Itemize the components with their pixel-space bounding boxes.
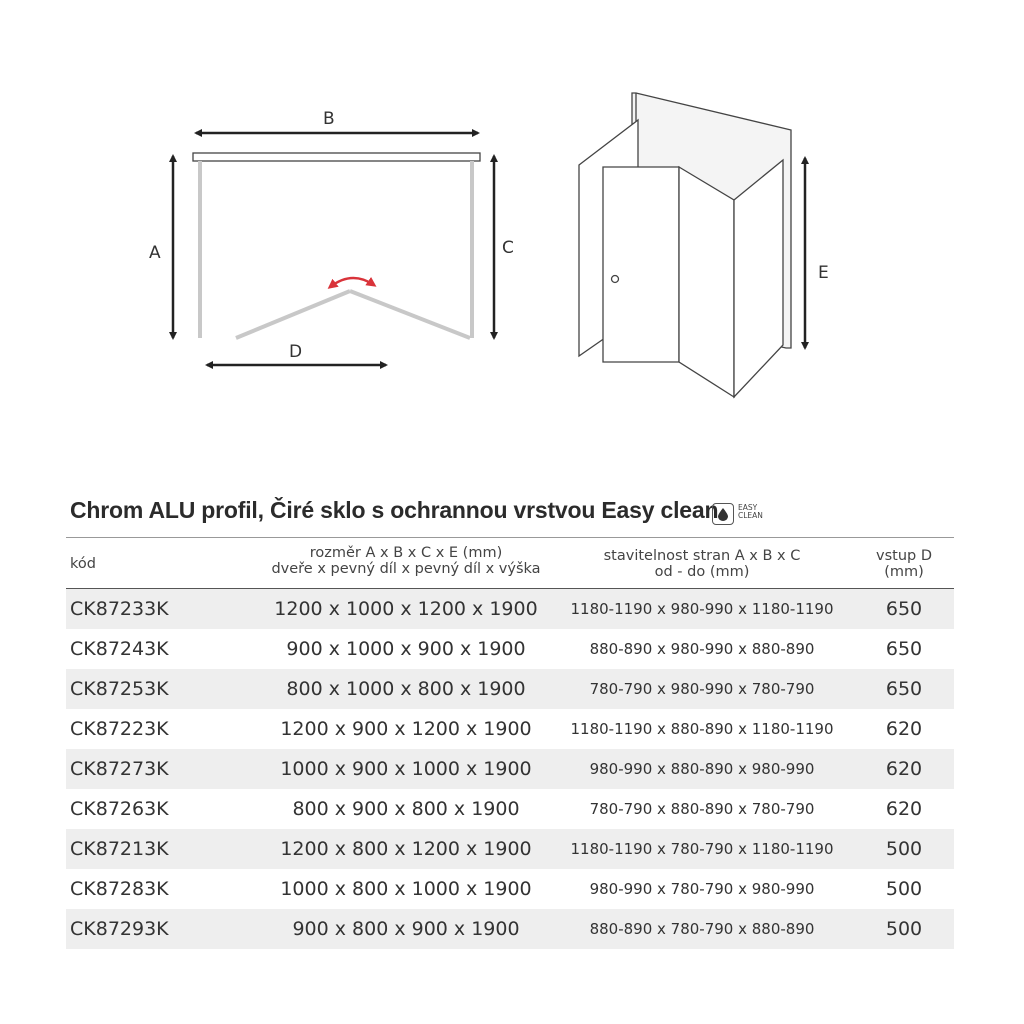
table-row (66, 629, 954, 669)
easy-clean-text: EASY CLEAN (738, 503, 763, 520)
page-title: Chrom ALU profil, Čiré sklo s ochrannou vrstvou Easy clean (70, 497, 719, 523)
table-row (66, 869, 954, 909)
label-a: A (149, 243, 161, 263)
header-d-line2: (mm) (884, 564, 924, 580)
table-row (66, 829, 954, 869)
cell-entry-d: 620 (885, 718, 923, 740)
cell-code: CK87243K (70, 638, 169, 660)
label-e: E (818, 263, 829, 283)
label-d: D (289, 342, 303, 362)
cell-adjustability: 1180-1190 x 880-890 x 1180-1190 (570, 720, 834, 738)
cell-adjustability: 980-990 x 880-890 x 980-990 (589, 760, 815, 778)
door-panel (603, 167, 679, 362)
cell-size: 1200 x 900 x 1200 x 1900 (280, 718, 532, 740)
door-left-leaf (236, 291, 350, 338)
table-row (66, 589, 954, 629)
header-adj-line2: od - do (mm) (654, 564, 750, 580)
cell-size: 1200 x 800 x 1200 x 1900 (280, 838, 532, 860)
label-c: C (502, 238, 514, 258)
easy-clean-badge (712, 503, 734, 525)
cell-size: 800 x 900 x 800 x 1900 (292, 798, 520, 820)
cell-entry-d: 650 (885, 638, 923, 660)
door-right-leaf (350, 291, 470, 338)
table-row (66, 749, 954, 789)
cell-size: 800 x 1000 x 800 x 1900 (286, 678, 526, 700)
cell-entry-d: 650 (885, 678, 923, 700)
table-row (66, 789, 954, 829)
cell-entry-d: 500 (885, 878, 923, 900)
table-row (66, 909, 954, 949)
header-size-line2: dveře x pevný díl x pevný díl x výška (271, 561, 541, 577)
cell-adjustability: 1180-1190 x 980-990 x 1180-1190 (570, 600, 834, 618)
cell-adjustability: 880-890 x 980-990 x 880-890 (589, 640, 815, 658)
header-size-line1: rozměr A x B x C x E (mm) (309, 545, 503, 561)
header-d-line1: vstup D (876, 548, 932, 564)
cell-adjustability: 980-990 x 780-790 x 980-990 (589, 880, 815, 898)
cell-adjustability: 780-790 x 880-890 x 780-790 (589, 800, 815, 818)
cell-code: CK87273K (70, 758, 169, 780)
product-table (66, 537, 954, 949)
door-handle (612, 276, 619, 283)
water-drop-icon (718, 508, 728, 521)
cell-code: CK87283K (70, 878, 169, 900)
cell-size: 1200 x 1000 x 1200 x 1900 (274, 598, 538, 620)
plan-view (149, 109, 514, 365)
cell-size: 900 x 1000 x 900 x 1900 (286, 638, 526, 660)
cell-entry-d: 620 (885, 798, 923, 820)
cell-entry-d: 500 (885, 838, 923, 860)
perspective-view (579, 93, 805, 397)
cell-adjustability: 1180-1190 x 780-790 x 1180-1190 (570, 840, 834, 858)
header-code: kód (70, 556, 96, 572)
header-adj-line1: stavitelnost stran A x B x C (603, 548, 801, 564)
cell-adjustability: 780-790 x 980-990 x 780-790 (589, 680, 815, 698)
table-row (66, 709, 954, 749)
cell-code: CK87263K (70, 798, 169, 820)
cell-size: 1000 x 900 x 1000 x 1900 (280, 758, 532, 780)
swing-arrow (330, 278, 374, 287)
label-b: B (323, 109, 335, 129)
cell-size: 900 x 800 x 900 x 1900 (292, 918, 520, 940)
table-header (66, 537, 954, 589)
cell-size: 1000 x 800 x 1000 x 1900 (280, 878, 532, 900)
cell-adjustability: 880-890 x 780-790 x 880-890 (589, 920, 815, 938)
cell-code: CK87233K (70, 598, 169, 620)
folding-panel (679, 167, 734, 397)
dimension-diagram (0, 0, 1024, 460)
cell-code: CK87253K (70, 678, 169, 700)
cell-entry-d: 650 (885, 598, 923, 620)
cell-code: CK87223K (70, 718, 169, 740)
cell-entry-d: 620 (885, 758, 923, 780)
table-row (66, 669, 954, 709)
cell-entry-d: 500 (885, 918, 923, 940)
cell-code: CK87293K (70, 918, 169, 940)
cell-code: CK87213K (70, 838, 169, 860)
top-profile (193, 153, 480, 161)
right-fixed-panel (734, 160, 783, 397)
